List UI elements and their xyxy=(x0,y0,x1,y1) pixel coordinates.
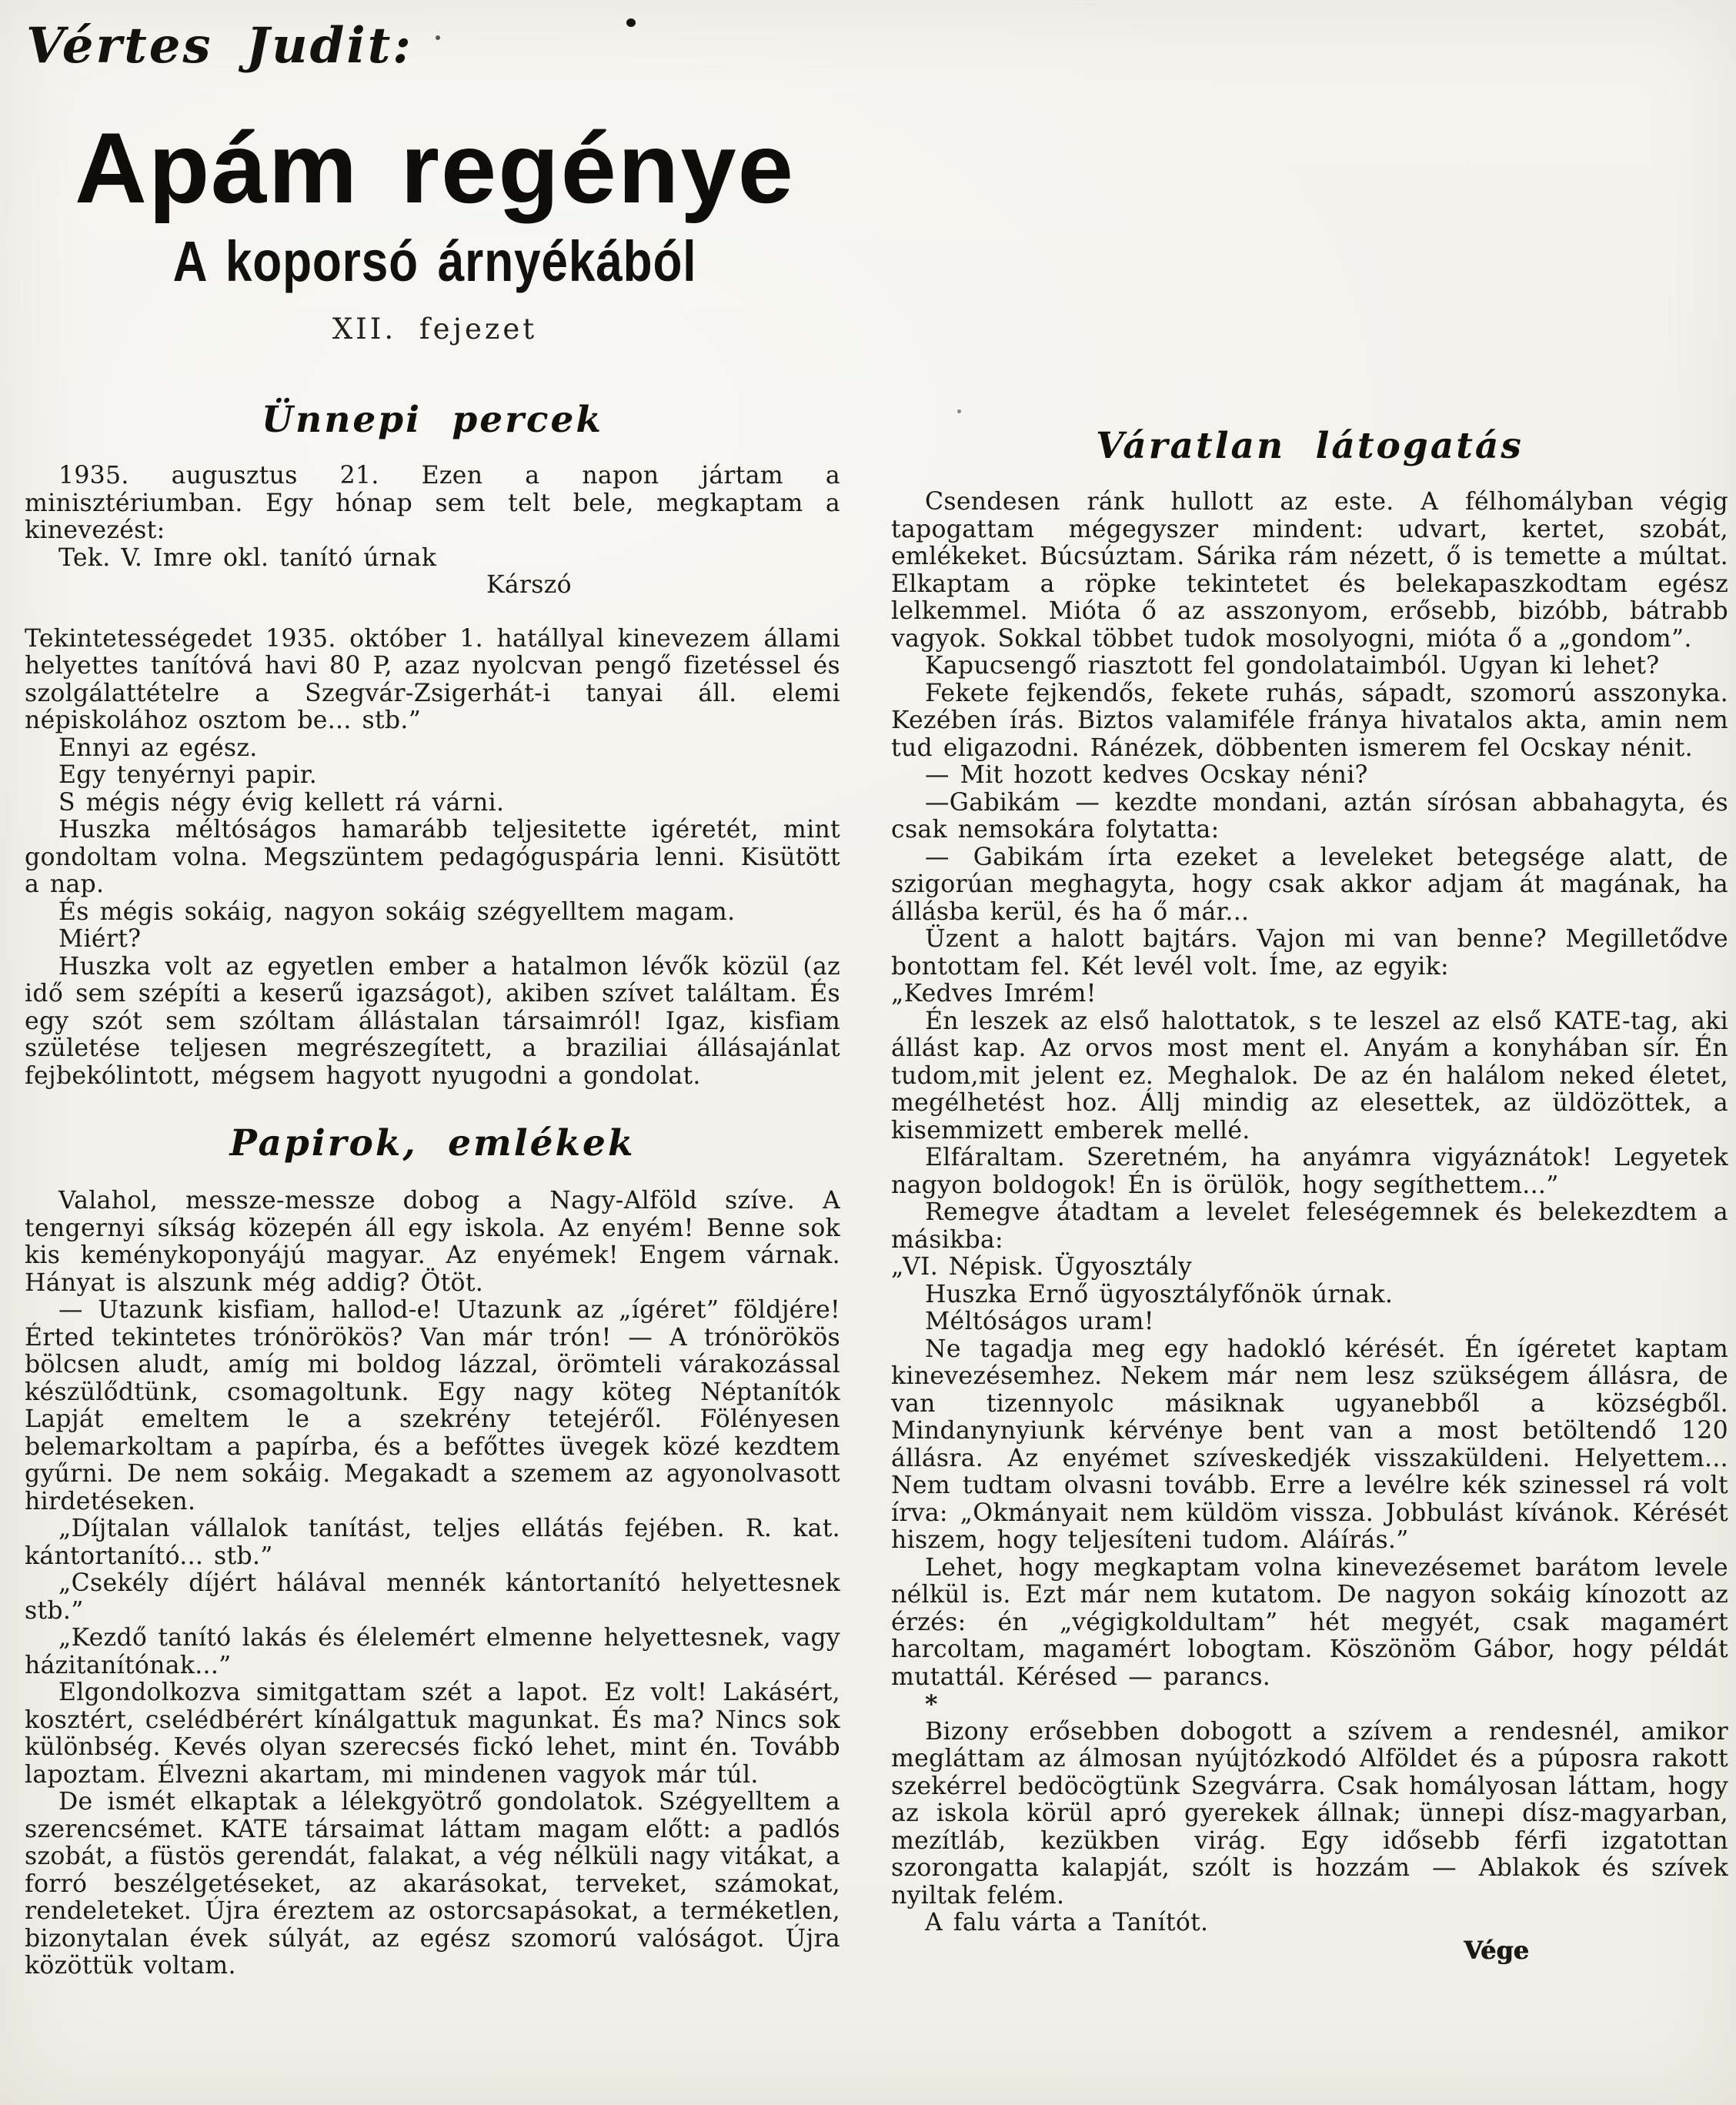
letter-body: Ne tagadja meg egy hadokló kérését. Én ígéretet kaptam kinevezésemhez. Nekem már nem lesz szükségem állásra, de van tizennyolc másiknak ugyanebből a községből. Mindanynyiunk kérvénye bent van a most betöltendő 120 állásra. Az enyémet szíveskedjék visszaküldeni. Helyettem... Nem tudtam olvasni tovább. Erre a levélre kék szinessel rá volt írva: „Okmányait nem küldöm vissza. Jobbulást kívánok. Kérését hiszem, hogy teljesíteni tudom. Aláírás.” xyxy=(891,1335,1728,1554)
chapter-label: XII. fejezet xyxy=(332,312,538,346)
paragraph: Lehet, hogy megkaptam volna kinevezésemet barátom levele nélkül is. Ezt már nem kutatom. De nagyon sokáig kínozott az érzés: én „végigkoldultam” hét megyét, csak magamért harcoltam, magamért lobogtam. Köszönöm Gábor, hogy példát mutattál. Kérésed — parancs. xyxy=(891,1553,1728,1691)
quoted-advert: „Kezdő tanító lakás és élelemért elmenne helyettesnek, vagy házitanítónak...” xyxy=(25,1624,840,1679)
paragraph: És mégis sokáig, nagyon sokáig szégyelltem magam. xyxy=(58,897,736,926)
letter-addressee: Tek. V. Imre okl. tanító úrnak xyxy=(58,543,437,572)
paragraph: Miért? xyxy=(58,925,142,953)
letter-signature: Kárszó xyxy=(486,571,572,599)
paragraph: Huszka volt az egyetlen ember a hatalmon lévők közül (az idő sem szépíti a keserű igazságot), akiben szívet találtam. És egy szót sem szóltam állástalan társaimról! Igaz, kisfiam születése teljesen megrészegített, a braziliai állásajánlat fejbekólintott, mégsem hagyott nyugodni a gondolat. xyxy=(25,952,840,1090)
quoted-advert: „Díjtalan vállalok tanítást, teljes ellátás fejében. R. kat. kántortanító... stb.” xyxy=(25,1515,840,1570)
letter-salutation: Méltóságos uram! xyxy=(925,1308,1154,1335)
letter-addressee: Huszka Ernő ügyosztályfőnök úrnak. xyxy=(925,1280,1394,1308)
section-heading-papirok-emlekek: Papirok, emlékek xyxy=(229,1122,636,1164)
left-column xyxy=(25,399,840,1980)
paragraph: 1935. augusztus 21. Ezen a napon jártam a minisztériumban. Egy hónap sem telt bele, megkaptam a kinevezést: xyxy=(25,462,840,544)
section-heading-unnepi-percek: Ünnepi percek xyxy=(262,399,603,441)
paragraph: S mégis négy évig kellett rá várni. xyxy=(58,788,505,817)
closing-line: A falu várta a Tanítót. xyxy=(925,1909,1209,1936)
dialogue-line: — Mit hozott kedves Ocskay néni? xyxy=(925,761,1368,789)
paragraph: Csendesen ránk hullott az este. A félhomályban végig tapogattam mégegyszer mindent: udvart, kertet, szobát, emlékeket. Búcsúztam. Sárika rám nézett, ő is temette a múltat. Elkaptam a röpke tekintetet és belekapaszkodtam egész lelkemmel. Mióta ő az asszonyom, erősebb, bizóbb, bátrabb vagyok. Sokkal többet tudok mosolyogni, mióta ő a „gondom”. xyxy=(891,488,1728,653)
ink-speck xyxy=(957,409,961,413)
paragraph: Huszka méltóságos hamarább teljesitette igéretét, mint gondoltam volna. Megszüntem pedagóguspária lenni. Kisütött a nap. xyxy=(25,816,840,898)
paragraph: Remegve átadtam a levelet feleségemnek és belekezdtem a másikba: xyxy=(891,1198,1728,1254)
letter-header: „VI. Népisk. Ügyosztály xyxy=(891,1253,1192,1281)
paragraph: Elgondolkozva simitgattam szét a lapot. Ez volt! Lakásért, kosztért, cselédbérért kínálgattuk magunkat. És ma? Nincs sok különbség. Kevés olyan szerecsés fickó lehet, mint én. Tovább lapoztam. Élvezni akartam, mi mindenen vagyok már túl. xyxy=(25,1679,840,1789)
asterisk-separator: * xyxy=(925,1690,938,1719)
ink-speck xyxy=(626,18,636,27)
article-subtitle: A koporsó árnyékából xyxy=(172,229,697,293)
letter-body: Elfáraltam. Szeretném, ha anyámra vigyáznátok! Legyetek nagyon boldogok! Én is örülök, hogy segíthettem...” xyxy=(891,1144,1728,1199)
right-column xyxy=(891,425,1728,1964)
paragraph: Valahol, messze-messze dobog a Nagy-Alföld szíve. A tengernyi síkság közepén áll egy iskola. Az enyém! Benne sok kis keménykoponyájú magyar. Az enyémek! Engem várnak. Hányat is alszunk még addig? Ötöt. xyxy=(25,1187,840,1297)
paragraph: Egy tenyérnyi papir. xyxy=(58,761,318,789)
paragraph: — Utazunk kisfiam, hallod-e! Utazunk az „ígéret” földjére! Érted tekintetes trónörökös? Van már trón! — A trónörökös bölcsen aludt, amíg mi boldog lázzal, örömteli várakozással készülődtünk, csomagoltunk. Egy nagy köteg Néptanítók Lapját emeltem le a szekrény tetejéről. Fölényesen belemarkoltam a papírba, és a befőttes üvegek közé kezdtem gyűrni. De nem sokáig. Megakadt a szemem az agyonolvasott hirdetéseken. xyxy=(25,1296,840,1515)
paragraph: Üzent a halott bajtárs. Vajon mi van benne? Megilletődve bontottam fel. Két levél volt. Íme, az egyik: xyxy=(891,925,1728,981)
letter-body: Tekintetességedet 1935. október 1. hatállyal kinevezem állami helyettes tanítóvá havi 80 P, azaz nyolcvan pengő fizetéssel és szolgálattételre a Szegvár-Zsigerhát-i tanyai áll. elemi népiskolához osztom be... stb.” xyxy=(25,624,840,734)
section-heading-varatlan-latogatas: Váratlan látogatás xyxy=(1096,425,1524,467)
letter-body: Én leszek az első halottatok, s te leszel az első KATE-tag, aki állást kap. Az orvos most ment el. Anyám a konyhában sír. Én tudom,mit jelent ez. Meghalok. De az én halálom neked életet, megélhetést hoz. Állj mindig az elesettek, az üldözöttek, a kisemmizett emberek mellé. xyxy=(891,1007,1728,1144)
author-byline: Vértes Judit: xyxy=(26,17,413,75)
paragraph: Bizony erősebben dobogott a szívem a rendesnél, amikor megláttam az álmosan nyújtózkodó Alföldet és a púposra rakott szekérrel bedöcögtünk Szegvárra. Csak homályosan láttam, hogy az iskola körül apró gyerekek állnak; ünnepi dísz-magyarban, mezítláb, kezükben virág. Egy idősebb férfi izgatottan szorongatta kalapját, szólt is hozzám — Ablakok és szívek nyiltak felém. xyxy=(891,1717,1728,1910)
letter-salutation: „Kedves Imrém! xyxy=(891,980,1097,1007)
the-end-label: Vége xyxy=(1464,1936,1529,1965)
article-title: Apám regénye xyxy=(75,112,795,224)
paragraph: Kapucsengő riasztott fel gondolataimból. Ugyan ki lehet? xyxy=(925,652,1660,680)
dialogue-line: —Gabikám — kezdte mondani, aztán sírósan abbahagyta, és csak nemsokára folytatta: xyxy=(891,788,1728,844)
dialogue-line: — Gabikám írta ezeket a leveleket betegsége alatt, de szigorúan meghagyta, hogy csak akkor adjam át magának, ha állásba kerül, és ha ő már... xyxy=(891,843,1728,926)
ink-speck xyxy=(436,35,440,40)
paragraph: De ismét elkaptak a lélekgyötrő gondolatok. Szégyelltem a szerencsémet. KATE társaimat láttam magam előtt: a padlós szobát, a füstös gerendát, falakat, a vég nélküli nagy vitákat, a forró beszélgetéseket, az akarásokat, terveket, számokat, rendeleteket. Újra éreztem az ostorcsapásokat, a terméketlen, bizonytalan évek súlyát, az egész szomorú valóságot. Újra közöttük voltam. xyxy=(25,1788,840,1980)
paragraph: Ennyi az egész. xyxy=(58,733,258,762)
article-header xyxy=(0,112,870,346)
quoted-advert: „Csekély díjért hálával mennék kántortanító helyettesnek stb.” xyxy=(25,1569,840,1625)
paragraph: Fekete fejkendős, fekete ruhás, sápadt, szomorú asszonyka. Kezében írás. Biztos valamiféle fránya hivatalos akta, amin nem tud eligazodni. Ránézek, döbbenten ismerem fel Ocskay nénit. xyxy=(891,679,1728,762)
